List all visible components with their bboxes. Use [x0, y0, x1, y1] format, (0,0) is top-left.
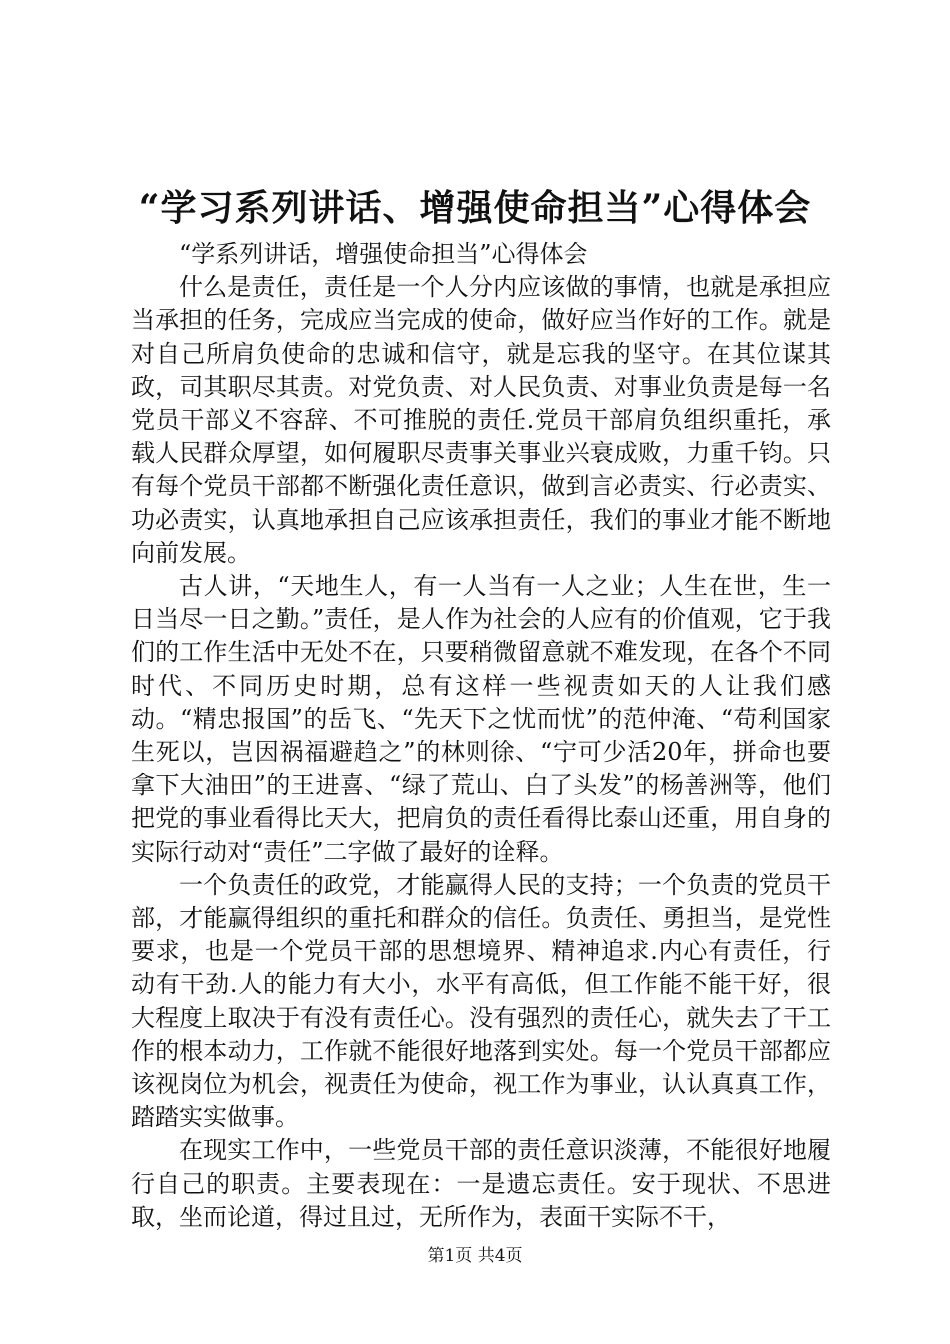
document-subtitle: “学系列讲话，增强使命担当”心得体会	[179, 240, 588, 268]
body-paragraph: 一个负责任的政党，才能赢得人民的支持；一个负责的党员干部，才能赢得组织的重托和群众的信任。负责任、勇担当，是党性要求，也是一个党员干部的思想境界、精神追求.内心有责任，行动有干劲.人的能力有大小，水平有高低，但工作能不能干好，很大程度上取决于有没有责任心。没有强烈的责任心，就失去了干工作的根本动力，工作就不能很好地落到实处。每一个党员干部都应该视岗位为机会，视责任为使命，视工作为事业，认认真真工作，踏踏实实做事。	[131, 870, 831, 1132]
body-paragraph: 在现实工作中，一些党员干部的责任意识淡薄，不能很好地履行自己的职责。主要表现在：一是遗忘责任。安于现状、不思进取，坐而论道，得过且过，无所作为，表面干实际不干，	[131, 1136, 831, 1231]
document-title: “学习系列讲话、增强使命担当”心得体会	[138, 187, 812, 229]
body-paragraph: 什么是责任，责任是一个人分内应该做的事情，也就是承担应当承担的任务，完成应当完成的使命，做好应当作好的工作。就是对自己所肩负使命的忠诚和信守，就是忘我的坚守。在其位谋其政，司其职尽其责。对党负责、对人民负责、对事业负责是每一名党员干部义不容辞、不可推脱的责任.党员干部肩负组织重托，承载人民群众厚望，如何履职尽责事关事业兴衰成败，力重千钧。只有每个党员干部都不断强化责任意识，做到言必责实、行必责实、功必责实，认真地承担自己应该承担责任，我们的事业才能不断地向前发展。	[131, 273, 831, 567]
body-paragraph: 古人讲，“天地生人，有一人当有一人之业；人生在世，生一日当尽一日之勤。”责任，是人作为社会的人应有的价值观，它于我们的工作生活中无处不在，只要稍微留意就不难发现，在各个不同时代、不同历史时期，总有这样一些视责如天的人让我们感动。“精忠报国”的岳飞、“先天下之忧而忧”的范仲淹、“苟利国家生死以，岂因祸福避趋之”的林则徐、“宁可少活20年，拼命也要拿下大油田”的王进喜、“绿了荒山、白了头发”的杨善洲等，他们把党的事业看得比天大，把肩负的责任看得比泰山还重，用自身的实际行动对“责任”二字做了最好的诠释。	[131, 572, 831, 866]
document-body	[131, 238, 831, 1234]
page-footer: 第1页 共4页	[427, 1246, 523, 1266]
